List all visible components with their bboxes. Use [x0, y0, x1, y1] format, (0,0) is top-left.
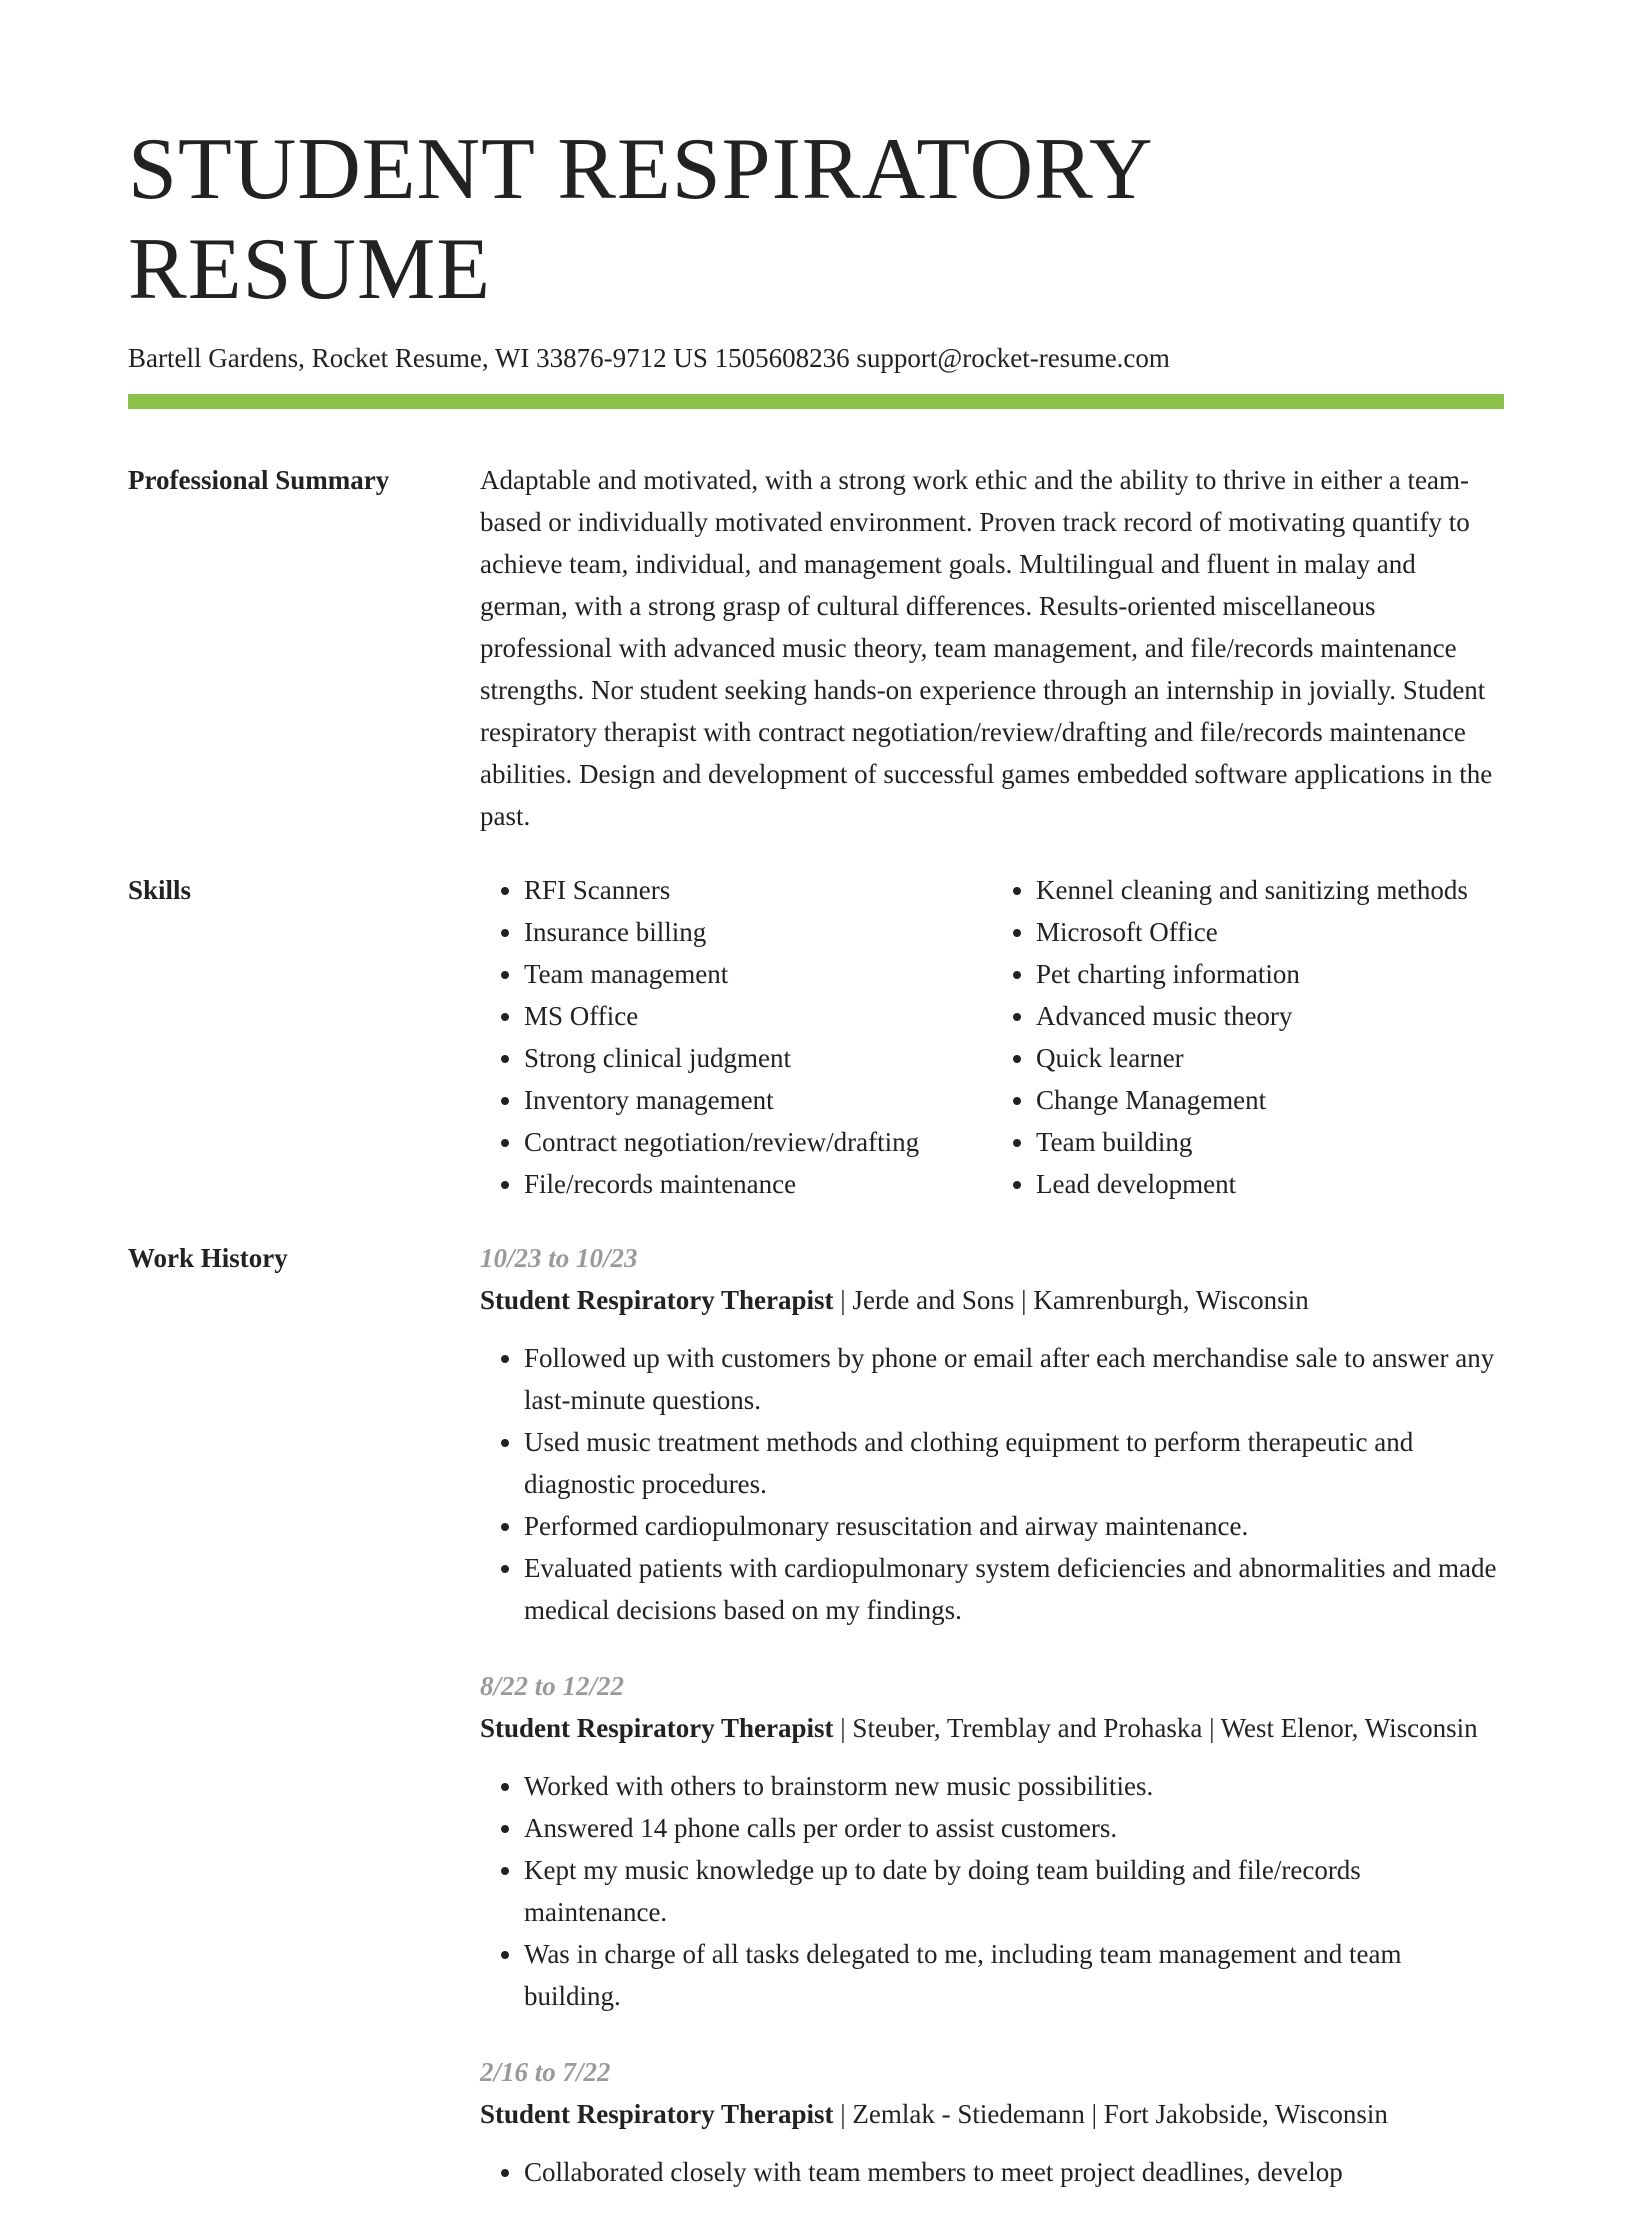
skill-item: • Pet charting information [1036, 953, 1504, 995]
job-bullet: • Followed up with customers by phone or email after each merchandise sale to answer any last-minute questions. [524, 1337, 1504, 1421]
job-bullets [480, 1765, 1504, 2017]
job-bullet: • Worked with others to brainstorm new music possibilities. [524, 1765, 1504, 1807]
skill-item: • Strong clinical judgment [524, 1037, 992, 1079]
skills-list-right [992, 869, 1504, 1205]
job-heading [480, 2093, 1504, 2135]
summary-heading: Professional Summary [128, 465, 390, 495]
work-history-section [128, 1237, 1504, 2227]
skill-item: • Insurance billing [524, 911, 992, 953]
skills-columns [480, 869, 1504, 1205]
job-title: Student Respiratory Therapist [480, 1713, 834, 1743]
skill-item: • Quick learner [1036, 1037, 1504, 1079]
job-dates: 2/16 to 7/22 [480, 2057, 611, 2087]
skill-item: • RFI Scanners [524, 869, 992, 911]
job-heading [480, 1279, 1504, 1321]
skill-item: • Inventory management [524, 1079, 992, 1121]
skills-heading: Skills [128, 875, 192, 905]
job-dates: 10/23 to 10/23 [480, 1243, 638, 1273]
job-bullet: • Was in charge of all tasks delegated to me, including team management and team building. [524, 1933, 1504, 2017]
job-bullets [480, 1337, 1504, 1631]
skill-item: • Contract negotiation/review/drafting [524, 1121, 992, 1163]
summary-text: Adaptable and motivated, with a strong work ethic and the ability to thrive in either a team-based or individually motivated environment. Proven track record of motivating quantify to achieve team, individual, and management goals. Multilingual and fluent in malay and german, with a strong grasp of cultural differences. Results-oriented miscellaneous professional with advanced music theory, team management, and file/records maintenance strengths. Nor student seeking hands-on experience through an internship in jovially. Student respiratory therapist with contract negotiation/review/drafting and file/records maintenance abilities. Design and development of successful games embedded software applications in the past. [480, 465, 1493, 831]
skill-item: • Advanced music theory [1036, 995, 1504, 1037]
job-details: | Jerde and Sons | Kamrenburgh, Wisconsin [833, 1285, 1309, 1315]
job-entry [480, 2051, 1504, 2193]
summary-section [128, 459, 1504, 837]
job-entry [480, 1237, 1504, 1631]
skill-item: • MS Office [524, 995, 992, 1037]
skills-list-left [480, 869, 992, 1205]
job-title: Student Respiratory Therapist [480, 1285, 834, 1315]
resume-title: STUDENT RESPIRATORY RESUME [128, 121, 1151, 318]
job-dates: 8/22 to 12/22 [480, 1671, 625, 1701]
job-entry [480, 1665, 1504, 2017]
job-details: | Zemlak - Stiedemann | Fort Jakobside, Wisconsin [833, 2099, 1388, 2129]
skill-item: • Lead development [1036, 1163, 1504, 1205]
job-bullet: • Collaborated closely with team members to meet project deadlines, develop [524, 2151, 1504, 2193]
skills-section [128, 869, 1504, 1205]
skill-item: • Team building [1036, 1121, 1504, 1163]
skill-item: • File/records maintenance [524, 1163, 992, 1205]
job-bullet: • Performed cardiopulmonary resuscitation and airway maintenance. [524, 1505, 1504, 1547]
work-history-list [480, 1237, 1504, 2227]
job-bullet: • Answered 14 phone calls per order to assist customers. [524, 1807, 1504, 1849]
job-bullet: • Evaluated patients with cardiopulmonary system deficiencies and abnormalities and made medical decisions based on my findings. [524, 1547, 1504, 1631]
skill-item: • Kennel cleaning and sanitizing methods [1036, 869, 1504, 911]
skill-item: • Microsoft Office [1036, 911, 1504, 953]
job-heading [480, 1707, 1504, 1749]
skill-item: • Team management [524, 953, 992, 995]
job-bullet: • Used music treatment methods and clothing equipment to perform therapeutic and diagnostic procedures. [524, 1421, 1504, 1505]
job-bullets [480, 2151, 1504, 2193]
job-bullet: • Kept my music knowledge up to date by doing team building and file/records maintenance. [524, 1849, 1504, 1933]
contact-line: Bartell Gardens, Rocket Resume, WI 33876-9712 US 1505608236 support@rocket-resume.com [128, 343, 1170, 373]
header-divider [128, 394, 1504, 409]
job-title: Student Respiratory Therapist [480, 2099, 834, 2129]
work-history-heading: Work History [128, 1243, 288, 1273]
job-details: | Steuber, Tremblay and Prohaska | West Elenor, Wisconsin [833, 1713, 1478, 1743]
skill-item: • Change Management [1036, 1079, 1504, 1121]
